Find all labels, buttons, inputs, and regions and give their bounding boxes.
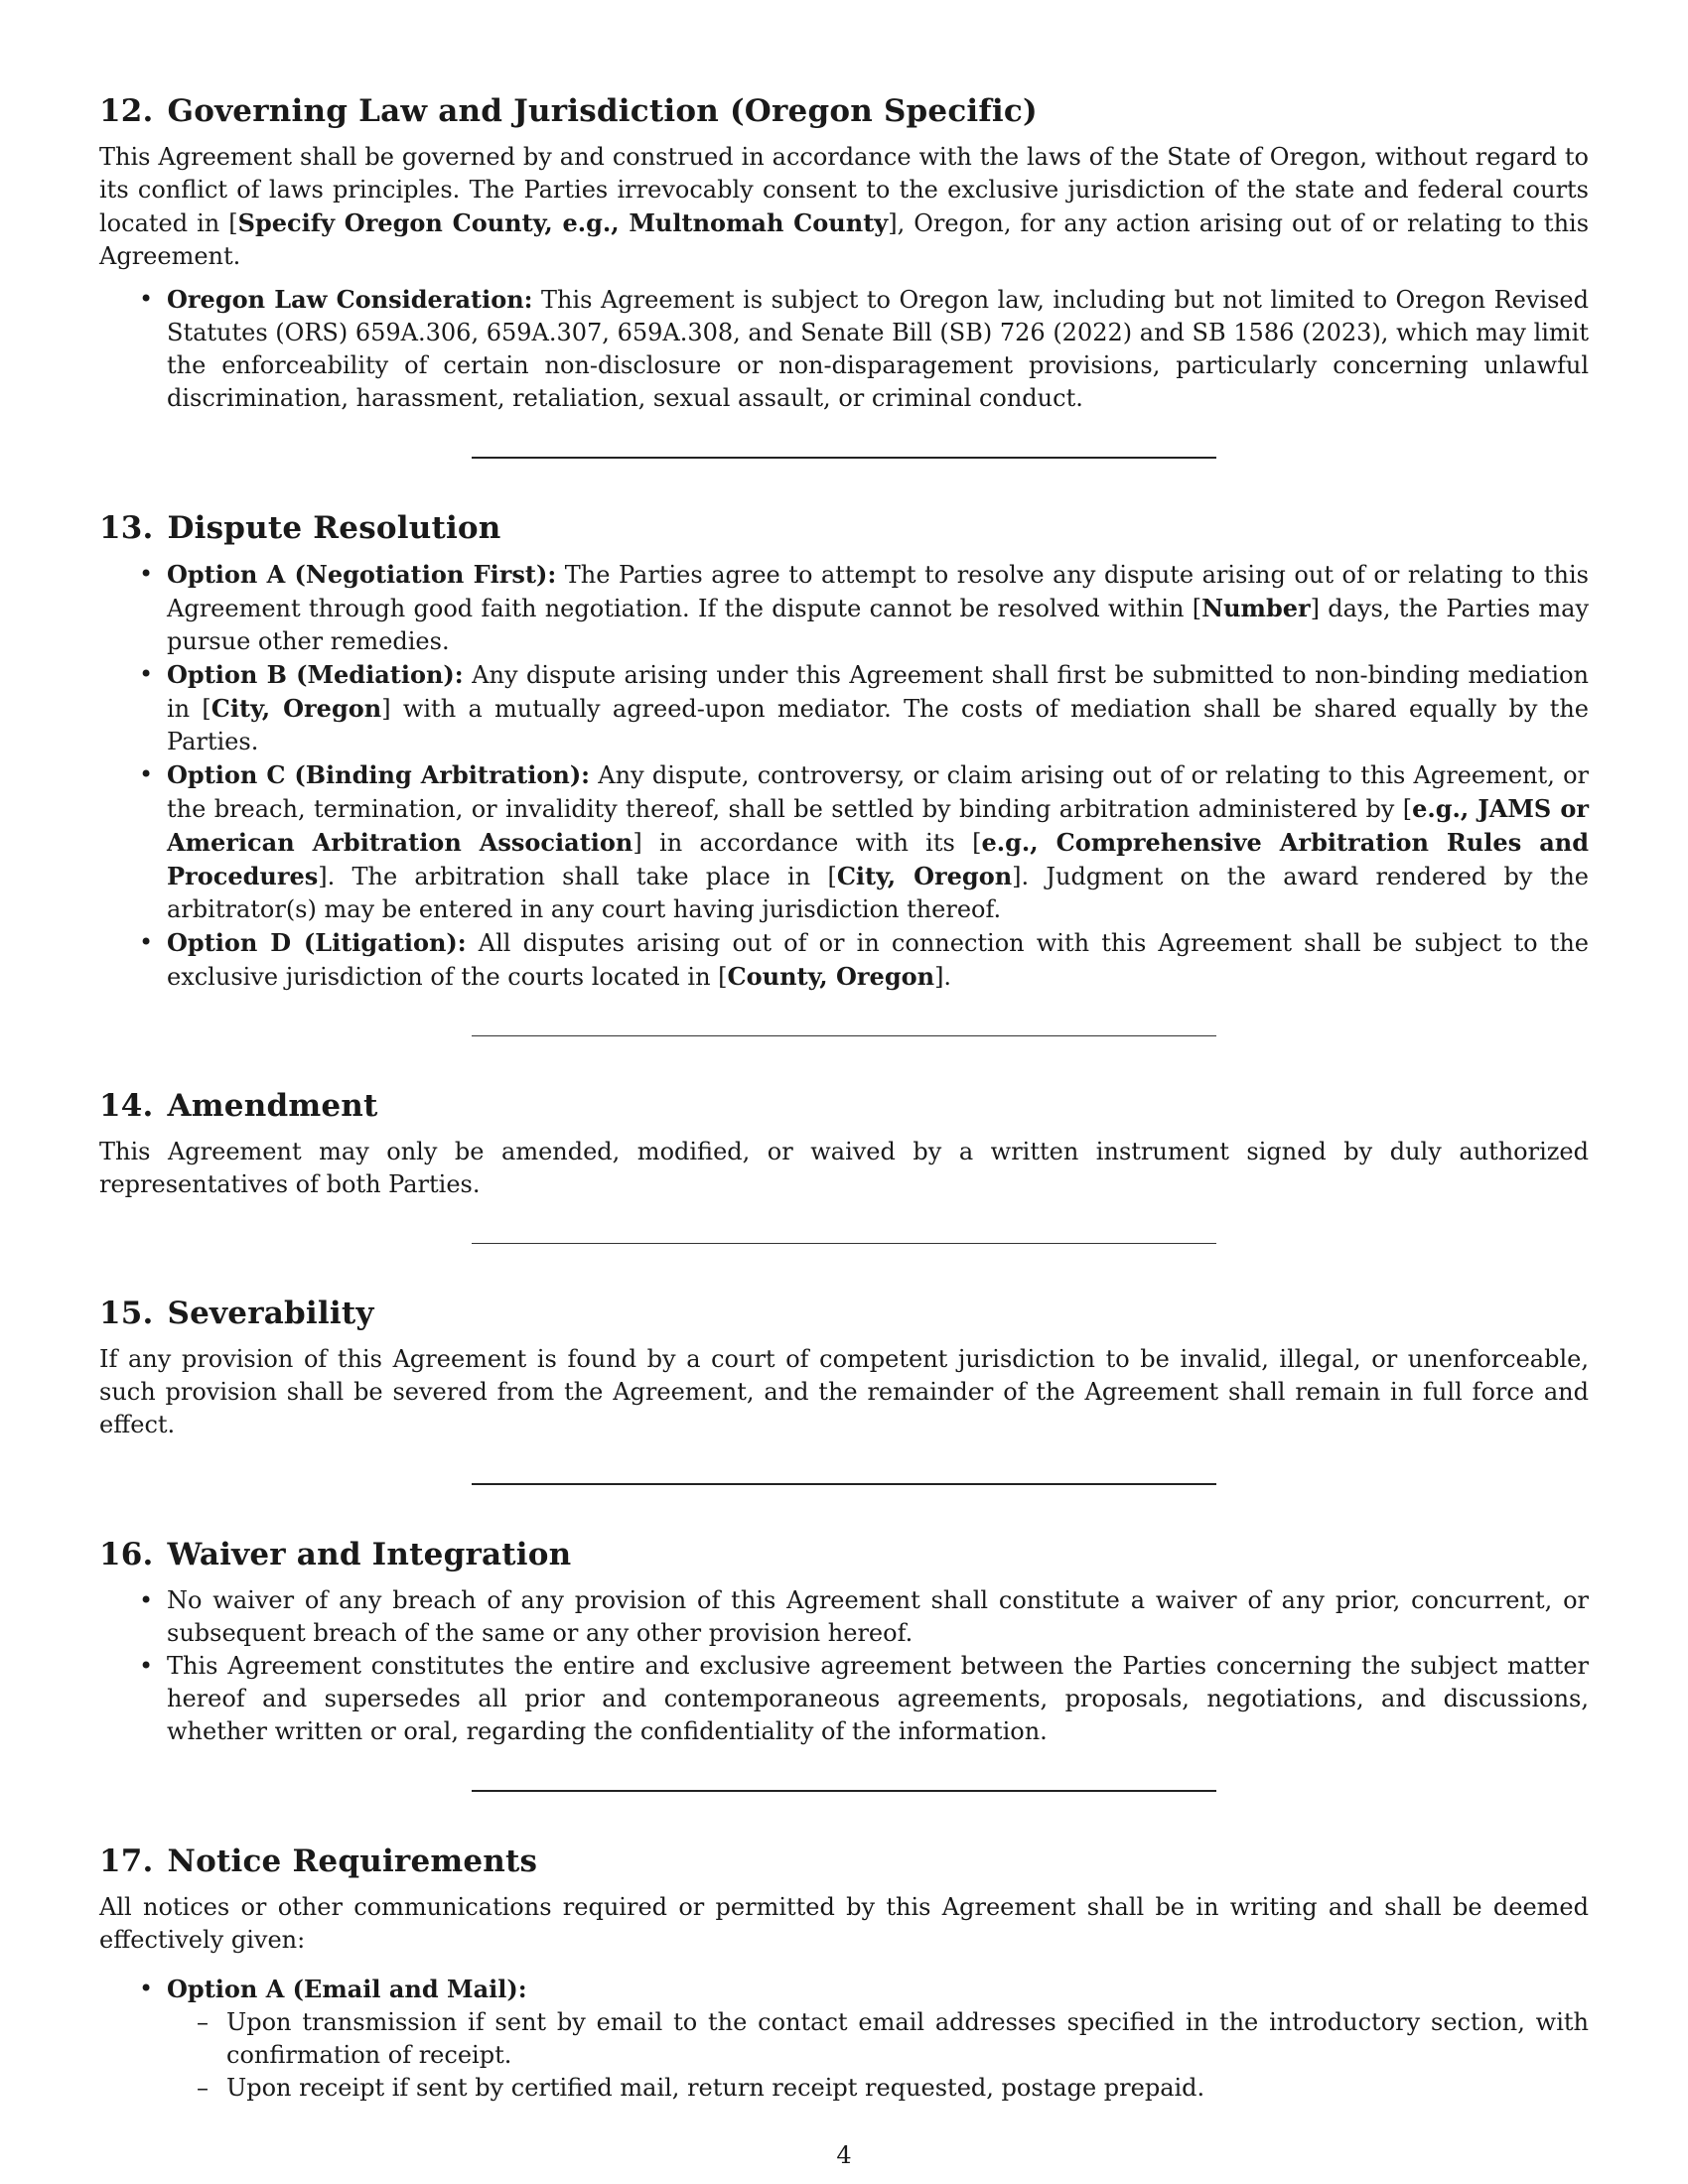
section-title: Notice Requirements (167, 1843, 538, 1879)
section-15 (99, 1294, 1589, 1441)
item-label: Option C (Binding Arbitration): (167, 760, 591, 789)
section-number: 14. (99, 1088, 154, 1124)
placeholder-bold: Number (1201, 594, 1311, 622)
section-heading (99, 1294, 1589, 1333)
paragraph: This Agreement may only be amended, modified, or waived by a written instrument signed by duly authorized representatives of both Parties. (99, 1138, 1589, 1198)
list-item: • No waiver of any breach of any provision of this Agreement shall constitute a waiver of any prior, concurrent, or subsequent breach of the same or any other provision hereof. (167, 1584, 1589, 1650)
list-item (167, 558, 1589, 658)
placeholder-bold: e.g., Comprehensive Arbitration Rules and Procedures (167, 828, 1589, 890)
section-title: Governing Law and Jurisdiction (Oregon Specific) (167, 93, 1038, 129)
text-run: Any dispute arising under this Agreement shall first be submitted to non-binding mediation in [ (167, 661, 1590, 723)
placeholder-bold: City, Oregon (836, 862, 1013, 890)
paragraph: All notices or other communications required or permitted by this Agreement shall be in writing and shall be deemed effectively given: (99, 1893, 1589, 1954)
section-title: Severability (167, 1296, 374, 1331)
text-run: ]. The arbitration shall take place in [ (318, 863, 837, 890)
item-label: Oregon Law Consideration: (167, 285, 533, 314)
list-item: • This Agreement constitutes the entire and exclusive agreement between the Parties concerning the subject matter hereof and supersedes all prior and contemporaneous agreements, proposals, negotiations, and discussions, whether written or oral, regarding the confidentiality of the information. (167, 1650, 1589, 1748)
section-13 (99, 508, 1589, 994)
text-run: Any dispute, controversy, or claim arising out of or relating to this Agreement, or the breach, termination, or invalidity thereof, shall be settled by binding arbitration administered by [ (167, 761, 1589, 823)
item-label: Option A (Email and Mail): (167, 1975, 527, 2003)
section-title: Amendment (167, 1088, 378, 1124)
paragraph: If any provision of this Agreement is found by a court of competent jurisdiction to be invalid, illegal, or unenforceable, such provision shall be severed from the Agreement, and the remainder of the Agreement shall remain in full force and effect. (99, 1345, 1589, 1438)
text-run: ] days, the Parties may pursue other remedies. (167, 595, 1589, 655)
item-label: Option B (Mediation): (167, 660, 464, 689)
text-run: ]. Judgment on the award rendered by the arbitrator(s) may be entered in any court having jurisdiction thereof. (167, 863, 1590, 923)
placeholder-bold: Specify Oregon County, e.g., Multnomah County (237, 208, 889, 237)
text-run: This Agreement is subject to Oregon law, including but not limited to Oregon Revised Statutes (ORS) 659A.306, 659A.307, 659A.308, and Senate Bill (SB) 726 (2022) and SB 1586 (2023), which may limit the enforceability of certain non-disclosure or non-disparagement provisions, particularly concerning unlawful discrimination, harassment, retaliation, sexual assault, or criminal conduct. (167, 286, 1589, 412)
section-title: Waiver and Integration (167, 1537, 572, 1572)
page-number: 4 (836, 2141, 852, 2169)
list-item (167, 283, 1589, 415)
section-heading (99, 1086, 1589, 1126)
list-item (167, 926, 1589, 994)
sub-list (167, 2006, 1589, 2105)
section-16 (99, 1535, 1589, 1748)
bullet-list (99, 558, 1589, 994)
placeholder-bold: City, Oregon (211, 694, 382, 723)
divider (472, 1243, 1216, 1244)
section-title: Dispute Resolution (167, 510, 501, 546)
document-page (99, 91, 1589, 2105)
bullet-list (99, 1584, 1589, 1748)
section-number: 17. (99, 1843, 154, 1879)
text-run: This Agreement shall be governed by and construed in accordance with the laws of the State of Oregon, without regard to its conflict of laws principles. The Parties irrevocably consent to the exclusive jurisdiction of the state and federal courts located in [ (99, 143, 1589, 237)
text-run: ], Oregon, for any action arising out of or relating to this Agreement. (99, 209, 1590, 270)
sub-list-item: – Upon transmission if sent by email to the contact email addresses specified in the introductory section, with confirmation of receipt. (226, 2006, 1589, 2072)
section-heading (99, 508, 1589, 548)
divider (472, 1483, 1216, 1485)
paragraph (99, 141, 1589, 273)
section-heading (99, 1842, 1589, 1881)
divider (472, 1035, 1216, 1036)
section-number: 12. (99, 93, 154, 129)
divider (472, 457, 1216, 459)
section-number: 13. (99, 510, 154, 546)
section-heading (99, 91, 1589, 131)
text-run: All disputes arising out of or in connection with this Agreement shall be subject to the exclusive jurisdiction of the courts located in [ (167, 929, 1589, 991)
list-item (167, 1973, 1589, 2105)
sub-list-item: – Upon receipt if sent by certified mail, return receipt requested, postage prepaid. (226, 2072, 1589, 2105)
text-run: ] in accordance with its [ (633, 829, 982, 857)
list-item (167, 758, 1589, 926)
section-17 (99, 1842, 1589, 2105)
divider (472, 1790, 1216, 1792)
section-12 (99, 91, 1589, 415)
section-number: 15. (99, 1296, 154, 1331)
section-heading (99, 1535, 1589, 1574)
list-item (167, 658, 1589, 758)
text-run: ] with a mutually agreed-upon mediator. The costs of mediation shall be shared equally by the Parties. (167, 695, 1589, 755)
section-14 (99, 1086, 1589, 1201)
text-run: The Parties agree to attempt to resolve any dispute arising out of or relating to this Agreement through good faith negotiation. If the dispute cannot be resolved within [ (167, 561, 1589, 622)
placeholder-bold: e.g., JAMS or American Arbitration Association (167, 794, 1589, 857)
text-run: ]. (934, 963, 952, 991)
bullet-list (99, 1973, 1589, 2105)
item-label: Option A (Negotiation First): (167, 560, 557, 589)
section-number: 16. (99, 1537, 154, 1572)
placeholder-bold: County, Oregon (727, 962, 935, 991)
bullet-list (99, 283, 1589, 415)
item-label: Option D (Litigation): (167, 928, 467, 957)
